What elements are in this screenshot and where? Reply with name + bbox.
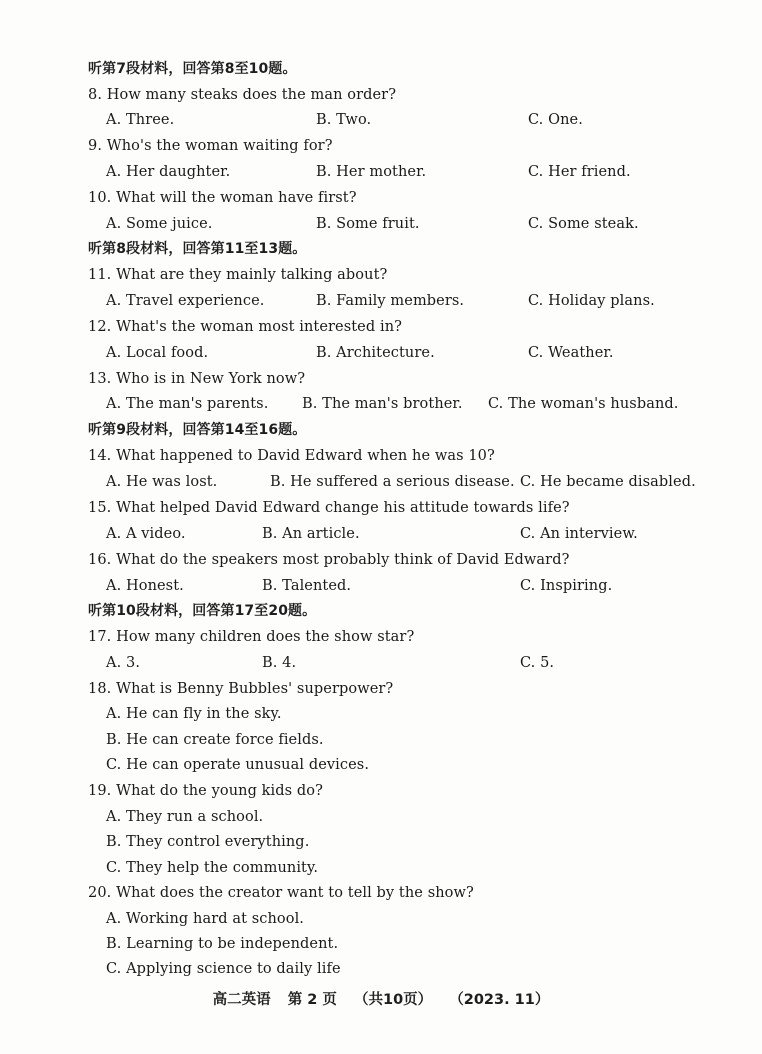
question-12-option-b: B. Architecture.: [316, 345, 435, 361]
question-14-option-c: C. He became disabled.: [520, 474, 696, 490]
question-11-option-b: B. Family members.: [316, 293, 465, 309]
question-17-option-a: A. 3.: [106, 655, 141, 671]
question-12: 12. What's the woman most interested in?: [88, 319, 403, 335]
question-16-option-a: A. Honest.: [106, 578, 184, 594]
question-11-option-a: A. Travel experience.: [106, 293, 265, 309]
question-15-option-a: A. A video.: [106, 526, 186, 542]
question-16-option-c: C. Inspiring.: [520, 578, 613, 594]
question-16-option-b: B. Talented.: [262, 578, 352, 594]
question-19-option-b: B. They control everything.: [106, 834, 310, 850]
question-13-option-a: A. The man's parents.: [106, 396, 269, 412]
question-14-option-b: B. He suffered a serious disease.: [270, 474, 515, 490]
question-8: 8. How many steaks does the man order?: [88, 87, 397, 103]
question-19-option-a: A. They run a school.: [106, 809, 264, 825]
question-16: 16. What do the speakers most probably think of David Edward?: [88, 552, 570, 568]
question-18-option-b: B. He can create force fields.: [106, 732, 324, 748]
question-19: 19. What do the young kids do?: [88, 783, 323, 799]
footer-date: （2023. 11）: [449, 992, 550, 1008]
section-heading-7: 听第7段材料，回答第8至10题。: [88, 61, 297, 77]
question-20-option-a: A. Working hard at school.: [106, 911, 305, 927]
question-17: 17. How many children does the show star?: [88, 629, 415, 645]
question-10-option-a: A. Some juice.: [106, 216, 213, 232]
question-11-option-c: C. Holiday plans.: [528, 293, 655, 309]
question-18: 18. What is Benny Bubbles' superpower?: [88, 681, 394, 697]
question-9: 9. Who's the woman waiting for?: [88, 138, 333, 154]
footer-total-pages: （共10页）: [353, 992, 433, 1008]
question-9-option-b: B. Her mother.: [316, 164, 427, 180]
question-17-option-b: B. 4.: [262, 655, 297, 671]
question-10: 10. What will the woman have first?: [88, 190, 357, 206]
question-18-option-a: A. He can fly in the sky.: [106, 706, 282, 722]
section-heading-8: 听第8段材料，回答第11至13题。: [88, 241, 307, 257]
question-12-option-c: C. Weather.: [528, 345, 614, 361]
question-9-option-c: C. Her friend.: [528, 164, 631, 180]
question-14: 14. What happened to David Edward when he was 10?: [88, 448, 495, 464]
section-heading-9: 听第9段材料，回答第14至16题。: [88, 422, 307, 438]
footer-subject: 高二英语: [212, 992, 271, 1008]
question-8-option-b: B. Two.: [316, 112, 372, 128]
question-14-option-a: A. He was lost.: [106, 474, 218, 490]
page-footer: [0, 988, 762, 1009]
footer-page-number: 第 2 页: [287, 992, 337, 1008]
question-8-option-c: C. One.: [528, 112, 583, 128]
question-10-option-c: C. Some steak.: [528, 216, 639, 232]
question-15-option-c: C. An interview.: [520, 526, 638, 542]
question-11: 11. What are they mainly talking about?: [88, 267, 388, 283]
question-10-option-b: B. Some fruit.: [316, 216, 420, 232]
question-13-option-b: B. The man's brother.: [302, 396, 463, 412]
question-12-option-a: A. Local food.: [106, 345, 209, 361]
question-8-option-a: A. Three.: [106, 112, 175, 128]
question-13: 13. Who is in New York now?: [88, 371, 306, 387]
question-9-option-a: A. Her daughter.: [106, 164, 231, 180]
question-20-option-b: B. Learning to be independent.: [106, 936, 339, 952]
question-13-option-c: C. The woman's husband.: [488, 396, 679, 412]
question-19-option-c: C. They help the community.: [106, 860, 319, 876]
section-heading-10: 听第10段材料，回答第17至20题。: [88, 603, 317, 619]
question-20-option-c: C. Applying science to daily life: [106, 961, 341, 977]
question-15: 15. What helped David Edward change his attitude towards life?: [88, 500, 570, 516]
question-20: 20. What does the creator want to tell by the show?: [88, 885, 474, 901]
question-17-option-c: C. 5.: [520, 655, 555, 671]
question-15-option-b: B. An article.: [262, 526, 360, 542]
question-18-option-c: C. He can operate unusual devices.: [106, 757, 370, 773]
